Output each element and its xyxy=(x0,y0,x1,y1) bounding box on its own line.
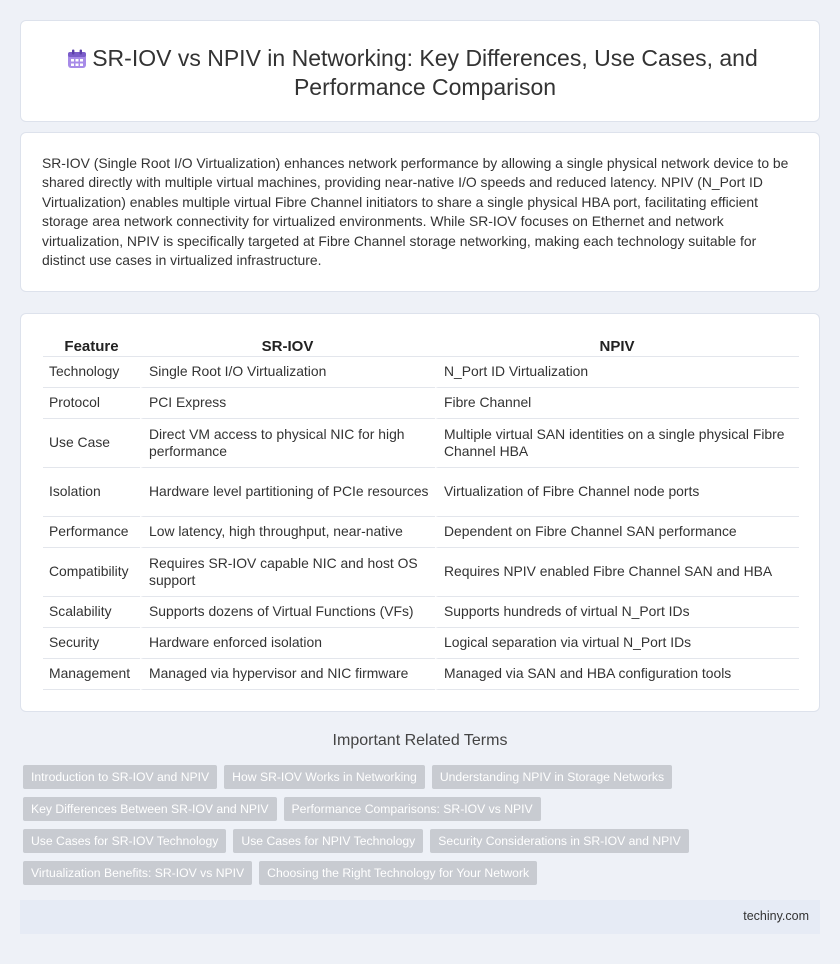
row-sriov-value: PCI Express xyxy=(140,388,435,419)
related-term-tag[interactable]: Key Differences Between SR-IOV and NPIV xyxy=(23,797,277,821)
table-header-row xyxy=(43,334,799,357)
row-feature: Protocol xyxy=(43,388,140,419)
related-term-tag[interactable]: Virtualization Benefits: SR-IOV vs NPIV xyxy=(23,861,252,885)
related-term-tag[interactable]: How SR-IOV Works in Networking xyxy=(224,765,425,789)
row-feature: Isolation xyxy=(43,468,140,517)
row-npiv-value: Requires NPIV enabled Fibre Channel SAN and HBA xyxy=(435,548,799,597)
row-sriov-value: Requires SR-IOV capable NIC and host OS support xyxy=(140,548,435,597)
intro-card xyxy=(20,132,820,292)
row-npiv-value: Virtualization of Fibre Channel node ports xyxy=(435,468,799,517)
related-terms-heading: Important Related Terms xyxy=(332,732,508,749)
related-term-tag[interactable]: Use Cases for SR-IOV Technology xyxy=(23,829,226,853)
table-row xyxy=(43,548,799,597)
row-sriov-value: Hardware enforced isolation xyxy=(140,628,435,659)
comparison-table xyxy=(43,334,799,690)
row-sriov-value: Supports dozens of Virtual Functions (VFs) xyxy=(140,597,435,628)
title-card xyxy=(20,20,820,122)
row-npiv-value: Dependent on Fibre Channel SAN performance xyxy=(435,517,799,548)
row-feature: Performance xyxy=(43,517,140,548)
footer-site-link[interactable]: techiny.com xyxy=(743,909,809,923)
related-term-tag[interactable]: Use Cases for NPIV Technology xyxy=(233,829,423,853)
comparison-card xyxy=(20,313,820,712)
intro-paragraph: SR-IOV (Single Root I/O Virtualization) enhances network performance by allowing a single physical network device to be shared directly with multiple virtual machines, providing near-native I/O speeds and reduced latency. NPIV (N_Port ID Virtualization) enables multiple virtual Fibre Channel initiators to share a single physical HBA port, facilitating efficient storage area network connectivity for virtualized environments. While SR-IOV focuses on Ethernet and network virtualization, NPIV is specifically targeted at Fibre Channel storage networking, making each technology suitable for distinct use cases in virtualized infrastructure. xyxy=(42,155,789,269)
row-feature: Technology xyxy=(43,357,140,388)
related-term-tag[interactable]: Performance Comparisons: SR-IOV vs NPIV xyxy=(284,797,541,821)
table-row xyxy=(43,468,799,517)
row-npiv-value: Managed via SAN and HBA configuration tools xyxy=(435,659,799,690)
row-feature: Scalability xyxy=(43,597,140,628)
row-feature: Management xyxy=(43,659,140,690)
table-row xyxy=(43,517,799,548)
row-npiv-value: Multiple virtual SAN identities on a single physical Fibre Channel HBA xyxy=(435,419,799,468)
table-row xyxy=(43,388,799,419)
row-npiv-value: Fibre Channel xyxy=(435,388,799,419)
table-row xyxy=(43,357,799,388)
row-sriov-value: Hardware level partitioning of PCIe resources xyxy=(140,468,435,517)
header-feature: Feature xyxy=(43,334,140,357)
table-row xyxy=(43,597,799,628)
row-npiv-value: Logical separation via virtual N_Port IDs xyxy=(435,628,799,659)
row-npiv-value: Supports hundreds of virtual N_Port IDs xyxy=(435,597,799,628)
row-sriov-value: Low latency, high throughput, near-native xyxy=(140,517,435,548)
table-row xyxy=(43,419,799,468)
page-title: SR-IOV vs NPIV in Networking: Key Differences, Use Cases, and Performance Comparison xyxy=(92,45,758,100)
row-feature: Compatibility xyxy=(43,548,140,597)
row-sriov-value: Direct VM access to physical NIC for high performance xyxy=(140,419,435,468)
related-term-tag[interactable]: Understanding NPIV in Storage Networks xyxy=(432,765,672,789)
row-sriov-value: Managed via hypervisor and NIC firmware xyxy=(140,659,435,690)
related-term-tag[interactable]: Choosing the Right Technology for Your Network xyxy=(259,861,537,885)
row-feature: Security xyxy=(43,628,140,659)
table-row xyxy=(43,659,799,690)
row-npiv-value: N_Port ID Virtualization xyxy=(435,357,799,388)
related-term-tag[interactable]: Security Considerations in SR-IOV and NPIV xyxy=(430,829,689,853)
header-npiv: NPIV xyxy=(435,334,799,357)
header-sriov: SR-IOV xyxy=(140,334,435,357)
footer xyxy=(20,900,820,934)
row-sriov-value: Single Root I/O Virtualization xyxy=(140,357,435,388)
table-row xyxy=(43,628,799,659)
related-terms-list xyxy=(23,765,743,885)
related-term-tag[interactable]: Introduction to SR-IOV and NPIV xyxy=(23,765,217,789)
row-feature: Use Case xyxy=(43,419,140,468)
